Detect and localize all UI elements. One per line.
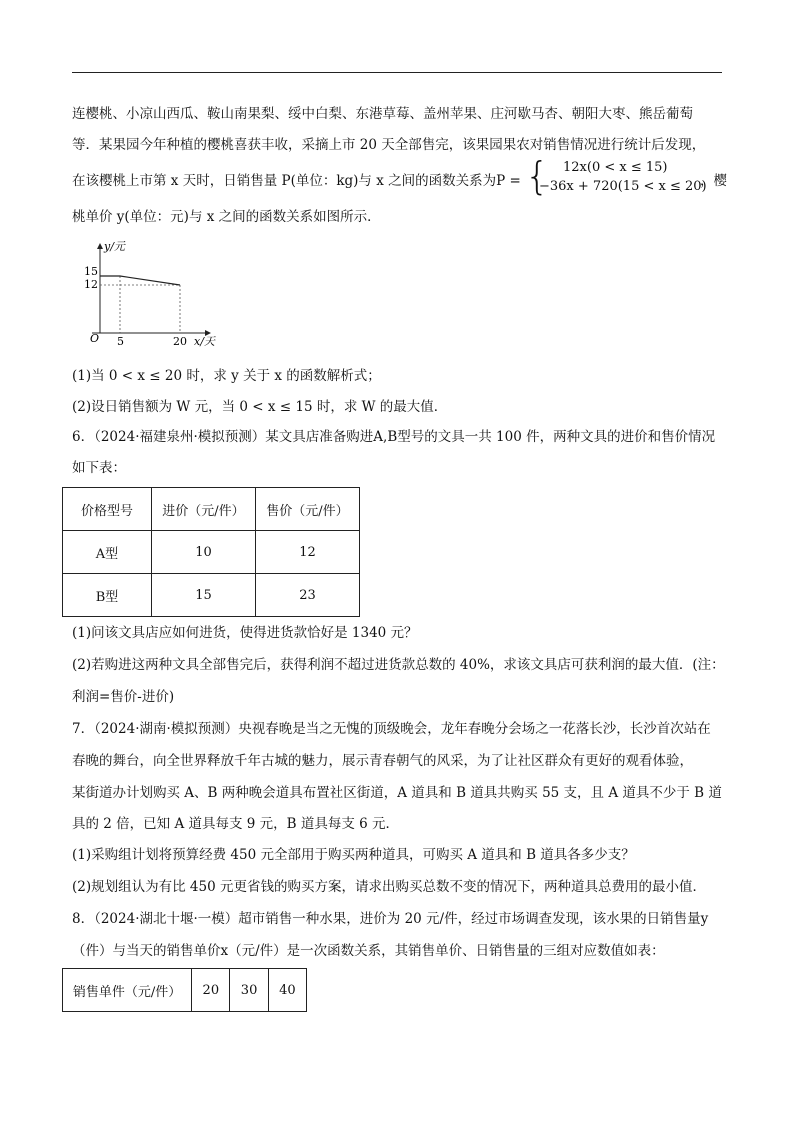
piecewise-function [525, 154, 707, 200]
price-graph [80, 238, 230, 354]
data-line [100, 276, 180, 285]
price-table [62, 487, 360, 617]
y-tick-12: 12 [84, 278, 98, 291]
table-cell: 40 [268, 969, 306, 1012]
y-axis-label: y/元 [104, 240, 125, 253]
p5-line3-text: 在该樱桃上市第 x 天时，日销售量 P(单位：kg)与 x 之间的函数关系为P = [72, 173, 521, 189]
sales-table [62, 968, 307, 1012]
p5-line1: 连樱桃、小凉山西瓜、鞍山南果梨、绥中白梨、东港草莓、盖州苹果、庄河歇马杏、朝阳大枣、熊岳葡萄 [72, 106, 693, 122]
p8-line2: （件）与当天的销售单价x（元/件）是一次函数关系，其销售单价、日销售量的三组对应数值如表： [72, 943, 665, 959]
origin-label: O [90, 332, 100, 345]
x-tick-5: 5 [117, 335, 124, 348]
table-header-cell: 销售单件（元/件） [63, 969, 192, 1012]
p5-q1: (1)当 0 < x ≤ 20 时，求 y 关于 x 的函数解析式； [72, 368, 381, 384]
p7-line1: 7．（2024·湖南·模拟预测）央视春晚是当之无愧的顶级晚会，龙年春晚分会场之一花落长沙，长沙首次站在 [72, 721, 711, 737]
p6-line2: 如下表： [72, 460, 126, 476]
p7-line4: 具的 2 倍，已知 A 道具每支 9 元，B 道具每支 6 元． [72, 816, 400, 832]
p6-line1: 6．（2024·福建泉州·模拟预测）某文具店准备购进A,B型号的文具一共 100 件，两种文具的进价和售价情况 [72, 429, 716, 445]
p8-line1: 8．（2024·湖北十堰·一模）超市销售一种水果，进价为 20 元/件，经过市场调查发现，该水果的日销售量y [72, 911, 709, 927]
p7-line2: 春晚的舞台，向全世界释放千年古城的魅力，展示青春朝气的风采，为了让社区群众有更好的观看体验， [72, 753, 693, 769]
table-row [63, 531, 360, 574]
p6-q1: (1)问该文具店应如何进货，使得进货款恰好是 1340 元？ [72, 625, 418, 641]
p7-line3: 某街道办计划购买 A、B 两种晚会道具布置社区街道，A 道具和 B 道具共购买 55 支，且 A 道具不少于 B 道 [72, 785, 722, 801]
table-row [63, 488, 360, 531]
x-tick-20: 20 [173, 335, 187, 348]
table-cell: A型 [63, 531, 152, 574]
table-cell: 15 [151, 574, 255, 617]
p7-q1: (1)采购组计划将预算经费 450 元全部用于购买两种道具，可购买 A 道具和 B 道具各多少支？ [72, 847, 635, 863]
table-cell: 10 [151, 531, 255, 574]
p5-line2: 等．某果园今年种植的樱桃喜获丰收，采摘上市 20 天全部售完，该果园果农对销售情况进行统计后发现， [72, 137, 706, 153]
table-row [63, 574, 360, 617]
table-cell: B型 [63, 574, 152, 617]
p5-line3-tail: ，樱 [700, 173, 727, 189]
table-header-cell: 价格型号 [63, 488, 152, 531]
table-cell: 23 [255, 574, 359, 617]
table-cell: 30 [230, 969, 268, 1012]
case-2: −36x + 720(15 < x ≤ 20) [539, 179, 707, 194]
p6-q2b: 利润=售价-进价) [72, 689, 175, 705]
table-header-cell: 进价（元/件） [151, 488, 255, 531]
p5-q2: (2)设日销售额为 W 元，当 0 < x ≤ 15 时，求 W 的最大值． [72, 399, 448, 415]
p7-q2: (2)规划组认为有比 450 元更省钱的购买方案，请求出购买总数不变的情况下，两种道具总费用的最小值． [72, 879, 706, 895]
brace-icon: { [525, 154, 550, 198]
case-1: 12x(0 < x ≤ 15) [563, 160, 668, 175]
p6-q2a: (2)若购进这两种文具全部售完后，获得利润不超过进货款总数的 40%，求该文具店可获利润的最大值．(注： [72, 657, 725, 673]
table-row [63, 969, 307, 1012]
x-axis-label: x/天 [194, 335, 215, 348]
table-cell: 20 [192, 969, 230, 1012]
table-cell: 12 [255, 531, 359, 574]
p5-line4: 桃单价 y(单位：元)与 x 之间的函数关系如图所示． [72, 209, 381, 225]
y-tick-15: 15 [84, 265, 98, 278]
header-rule [72, 72, 722, 73]
table-header-cell: 售价（元/件） [255, 488, 359, 531]
